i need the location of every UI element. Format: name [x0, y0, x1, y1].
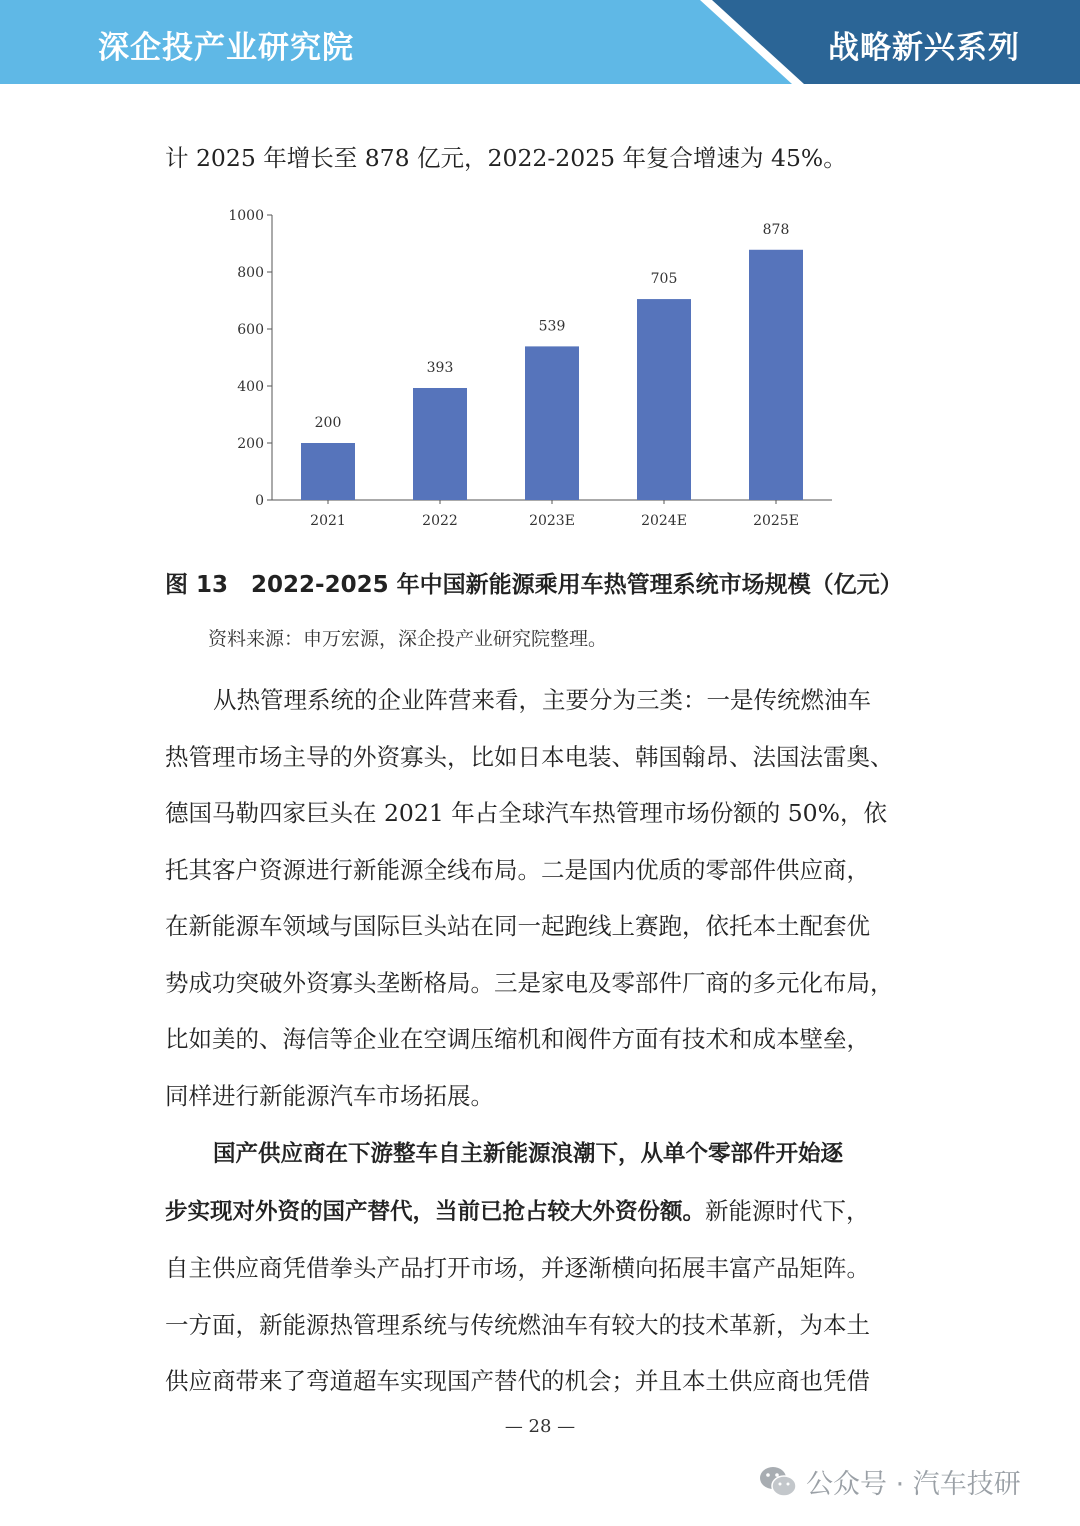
intro-paragraph: [165, 130, 925, 187]
paragraph-line: 从热管理系统的企业阵营来看，主要分为三类：一是传统燃油车: [213, 686, 871, 714]
body-paragraph-1: [165, 672, 925, 1124]
y-tick-label: 800: [237, 265, 264, 281]
watermark: [758, 1462, 1021, 1501]
paragraph-text: 新能源时代下，: [705, 1196, 870, 1225]
page-number: — 28 —: [504, 1416, 576, 1437]
body-paragraph-2: [165, 1125, 925, 1410]
paragraph-line: 供应商带来了弯道超车实现国产替代的机会；并且本土供应商也凭借: [165, 1367, 870, 1395]
paragraph-line: 比如美的、海信等企业在空调压缩机和阀件方面有技术和成本壁垒，: [165, 1025, 870, 1053]
bold-lead-text: 国产供应商在下游整车自主新能源浪潮下，从单个零部件开始逐: [213, 1141, 844, 1167]
y-tick-label: 0: [255, 493, 264, 509]
x-tick-label: 2025E: [753, 513, 799, 529]
paragraph-line: 同样进行新能源汽车市场拓展。: [165, 1081, 494, 1110]
bar-value-label: 539: [538, 318, 566, 335]
paragraph-line: 自主供应商凭借拳头产品打开市场，并逐渐横向拓展丰富产品矩阵。: [165, 1254, 870, 1282]
x-tick-label: 2024E: [641, 513, 687, 529]
bar-value-label: 705: [650, 271, 678, 288]
x-tick-label: 2022: [422, 513, 458, 529]
bar: [637, 299, 691, 500]
bar-value-label: 878: [762, 221, 790, 238]
paragraph-line: [165, 1125, 925, 1183]
bar-value-label: 200: [314, 415, 342, 431]
paragraph-line: 托其客户资源进行新能源全线布局。二是国内优质的零部件供应商，: [165, 855, 870, 884]
x-tick-label: 2021: [310, 513, 346, 529]
y-tick-label: 200: [237, 436, 264, 452]
figure-source: 资料来源：申万宏源，深企投产业研究院整理。: [208, 628, 608, 650]
figure-caption: 图 13 2022-2025 年中国新能源乘用车热管理系统市场规模（亿元）: [165, 572, 903, 598]
paragraph-line: 德国马勒四家巨头在 2021 年占全球汽车热管理市场份额的 50%，依: [165, 799, 887, 827]
page-header: [0, 0, 1080, 84]
paragraph-line: 热管理市场主导的外资寡头，比如日本电装、韩国翰昂、法国法雷奥、: [165, 742, 894, 771]
bar: [749, 250, 803, 500]
y-tick-label: 1000: [228, 208, 264, 224]
header-series-title: 战略新兴系列: [828, 30, 1020, 66]
paragraph-line: 在新能源车领域与国际巨头站在同一起跑线上赛跑，依托本土配套优: [165, 912, 870, 940]
header-org-title: 深企投产业研究院: [98, 30, 354, 66]
bar: [301, 443, 355, 500]
intro-line: 计 2025 年增长至 878 亿元，2022-2025 年复合增速为 45%。: [165, 144, 847, 172]
bar-value-label: 393: [426, 359, 454, 376]
y-tick-label: 400: [237, 379, 264, 395]
y-tick-label: 600: [237, 322, 264, 338]
bar-chart: [220, 200, 840, 540]
bar: [525, 346, 579, 500]
bar: [413, 388, 467, 500]
watermark-text: 公众号 · 汽车技研: [806, 1469, 1021, 1500]
paragraph-line: [165, 1183, 925, 1241]
paragraph-line: 势成功突破外资寡头垄断格局。三是家电及零部件厂商的多元化布局，: [165, 968, 894, 997]
wechat-icon: [758, 1464, 798, 1500]
bold-lead-text: 步实现对外资的国产替代，当前已抢占较大外资份额。: [165, 1198, 706, 1225]
paragraph-line: 一方面，新能源热管理系统与传统燃油车有较大的技术革新，为本土: [165, 1310, 870, 1339]
x-tick-label: 2023E: [529, 513, 575, 529]
